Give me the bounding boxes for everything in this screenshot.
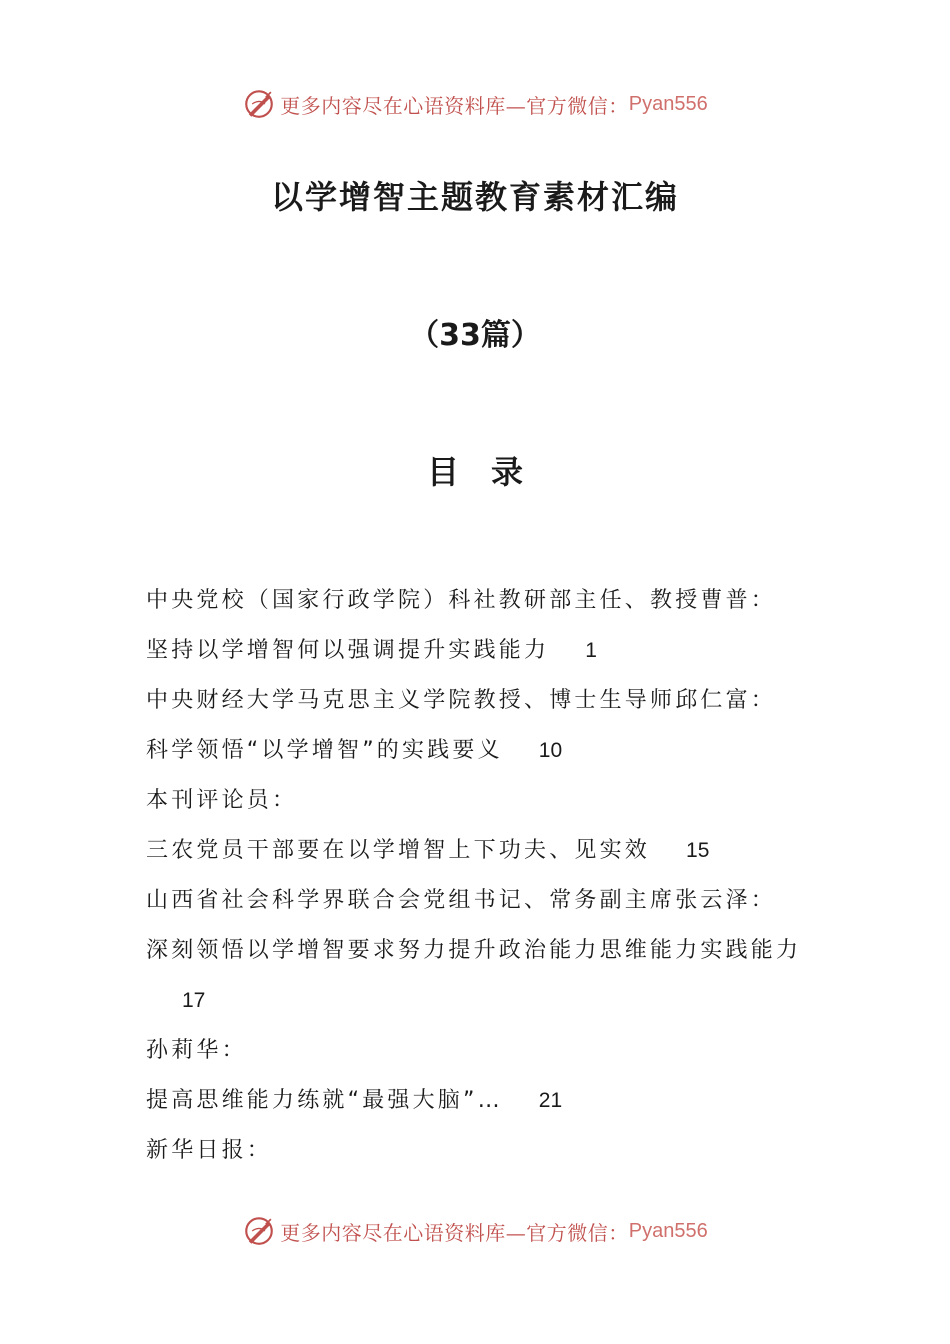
toc-entry-page: 21 xyxy=(538,1089,563,1112)
toc-entry-title-line xyxy=(146,1076,826,1126)
toc-entry-author: 新华日报： xyxy=(146,1138,273,1163)
toc-entry-title: 三农党员干部要在以学增智上下功夫、见实效 xyxy=(146,838,651,863)
watermark-text: 更多内容尽在心语资料库—官方微信： xyxy=(280,93,629,118)
footer-watermark-banner xyxy=(0,1211,950,1251)
toc-entry xyxy=(146,676,826,776)
toc-entry-title-line xyxy=(146,626,826,676)
toc-entry-page: 1 xyxy=(585,639,597,662)
pen-logo-icon xyxy=(242,1214,276,1248)
watermark-text: 更多内容尽在心语资料库—官方微信： xyxy=(280,1220,629,1245)
toc-entry xyxy=(146,776,826,876)
document-title: 以学增智主题教育素材汇编 xyxy=(270,178,679,216)
toc-entry-page: 10 xyxy=(538,739,563,762)
watermark-wechat-id: Pyan556 xyxy=(628,1219,708,1242)
table-of-contents xyxy=(146,576,826,1176)
toc-entry-title-line xyxy=(146,826,826,876)
toc-entry-author: 中央财经大学马克思主义学院教授、博士生导师邱仁富： xyxy=(146,688,777,713)
document-subtitle: （33篇） xyxy=(409,318,541,353)
toc-entry-title-line xyxy=(146,726,826,776)
toc-entry-page: 17 xyxy=(182,989,206,1012)
toc-entry-title: 深刻领悟以学增智要求努力提升政治能力思维能力实践能力 xyxy=(146,938,802,963)
toc-entry xyxy=(146,876,826,1026)
header-watermark-banner xyxy=(0,84,950,124)
toc-entry xyxy=(146,1126,826,1176)
toc-entry xyxy=(146,1026,826,1126)
toc-entry-author: 山西省社会科学界联合会党组书记、常务副主席张云泽： xyxy=(146,888,777,913)
pen-logo-icon xyxy=(242,87,276,121)
toc-entry-title: 科学领悟“以学增智”的实践要义 xyxy=(146,738,503,763)
toc-entry-title: 坚持以学增智何以强调提升实践能力 xyxy=(146,638,550,663)
toc-entry-author: 孙莉华： xyxy=(146,1038,247,1063)
watermark-wechat-id: Pyan556 xyxy=(628,92,708,115)
toc-entry-author: 中央党校（国家行政学院）科社教研部主任、教授曹普： xyxy=(146,588,777,613)
toc-entry-title-line xyxy=(146,926,826,1026)
toc-entry-page: 15 xyxy=(686,839,710,862)
toc-heading: 目 录 xyxy=(426,453,523,491)
toc-entry-author: 本刊评论员： xyxy=(146,788,298,813)
toc-entry-title: 提高思维能力练就“最强大脑”… xyxy=(146,1088,503,1113)
toc-entry xyxy=(146,576,826,676)
